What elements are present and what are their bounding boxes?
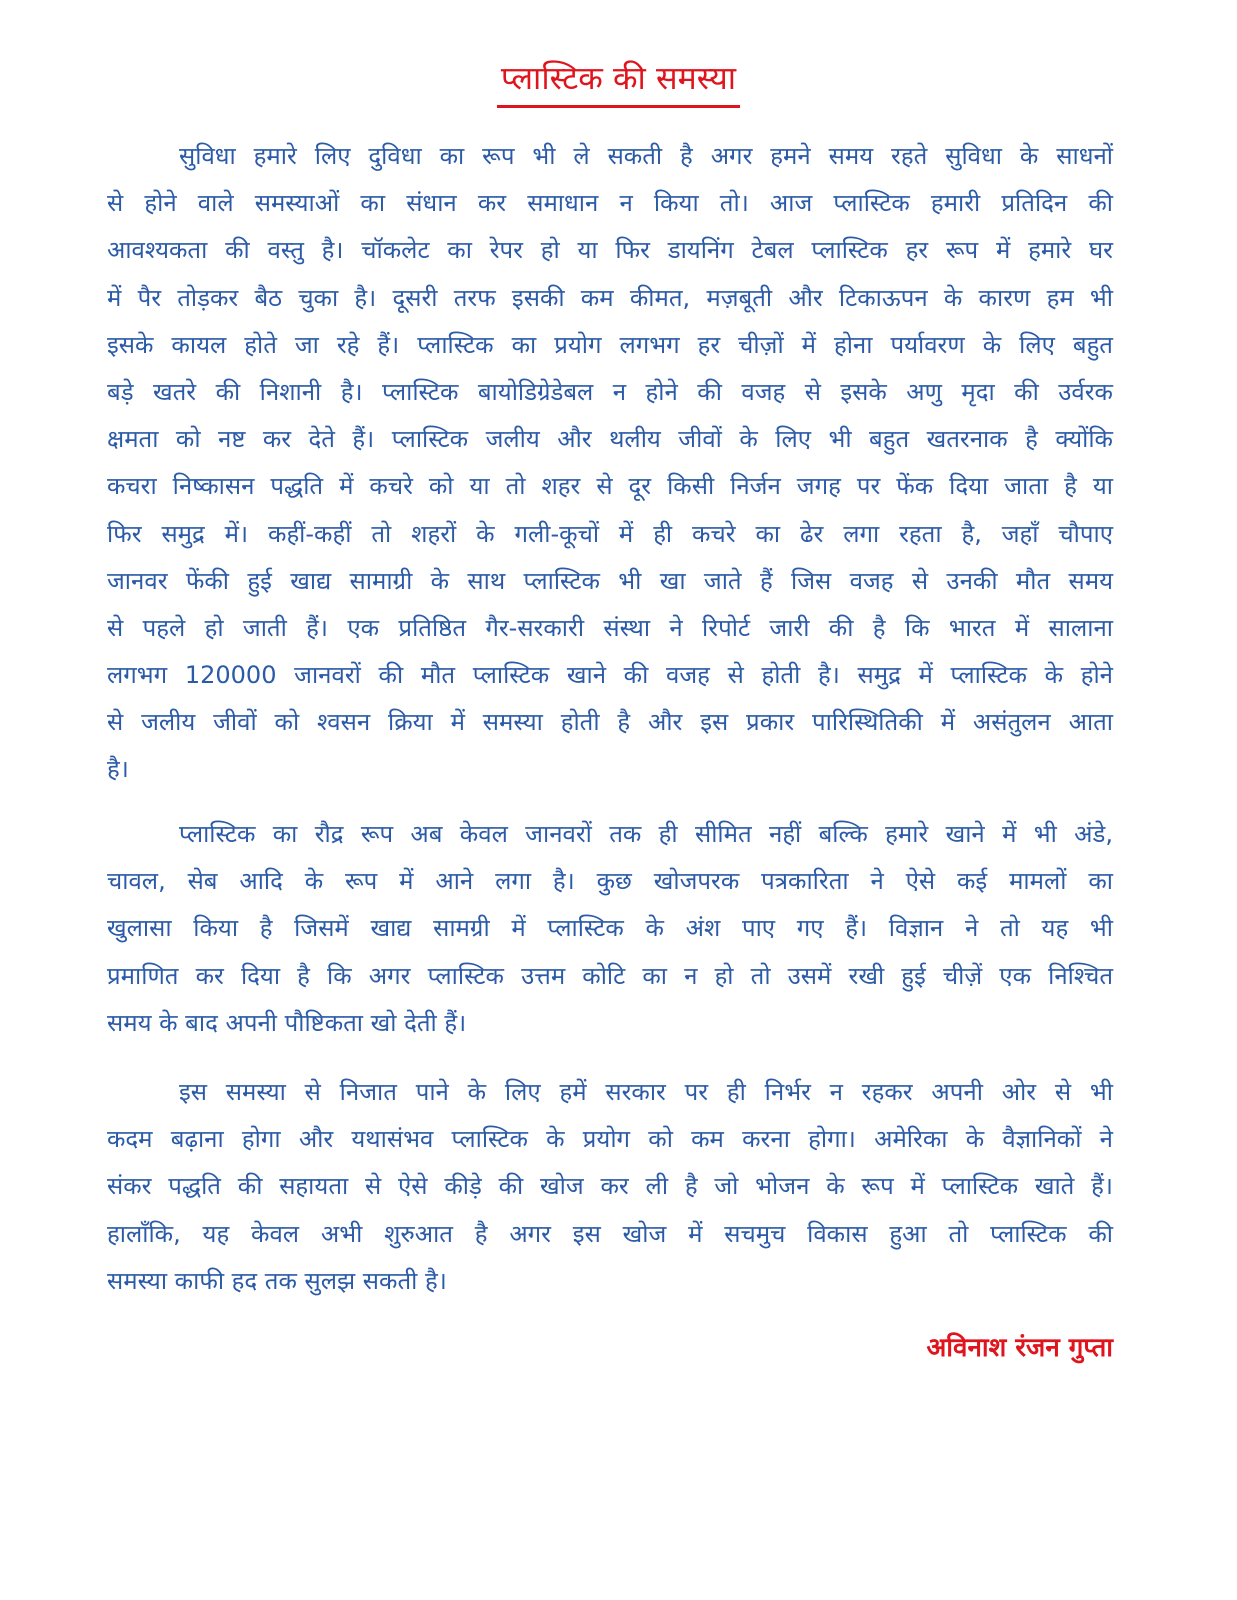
paragraph-line: सुविधा हमारे लिए दुविधा का रूप भी ले सकती है अगर हमने समय रहते सुविधा के साधनों (179, 142, 1113, 170)
paragraph-2 (107, 811, 1113, 1047)
paragraph-line: से होने वाले समस्याओं का संधान कर समाधान न किया तो। आज प्लास्टिक हमारी प्रतिदिन की (107, 189, 1113, 218)
document-title (0, 56, 1237, 108)
paragraph-line: प्लास्टिक का रौद्र रूप अब केवल जानवरों तक ही सीमित नहीं बल्कि हमारे खाने में भी अंडे, (179, 820, 1113, 848)
paragraph-line: है। (107, 755, 129, 784)
paragraph-line: खुलासा किया है जिसमें खाद्य सामग्री में प्लास्टिक के अंश पाए गए हैं। विज्ञान ने तो यह भी (107, 914, 1113, 943)
document-title-text: प्लास्टिक की समस्या (497, 56, 740, 108)
paragraph-line: जानवर फेंकी हुई खाद्य सामाग्री के साथ प्लास्टिक भी खा जाते हैं जिस वजह से उनकी मौत समय (107, 566, 1113, 595)
paragraph-line: लगभग 120000 जानवरों की मौत प्लास्टिक खाने की वजह से होती है। समुद्र में प्लास्टिक के होने (107, 661, 1113, 690)
paragraph-line: में पैर तोड़कर बैठ चुका है। दूसरी तरफ इसकी कम कीमत, मज़बूती और टिकाऊपन के कारण हम भी (107, 283, 1113, 312)
paragraph-line: चावल, सेब आदि के रूप में आने लगा है। कुछ खोजपरक पत्रकारिता ने ऐसे कई मामलों का (107, 867, 1113, 896)
paragraph-line: से पहले हो जाती हैं। एक प्रतिष्ठित गैर-सरकारी संस्था ने रिपोर्ट जारी की है कि भारत में सालाना (107, 613, 1113, 642)
paragraph-line: इसके कायल होते जा रहे हैं। प्लास्टिक का प्रयोग लगभग हर चीज़ों में होना पर्यावरण के लिए बहुत (107, 330, 1113, 359)
paragraph-3 (107, 1069, 1113, 1305)
paragraph-line: बड़े खतरे की निशानी है। प्लास्टिक बायोडिग्रेडेबल न होने की वजह से इसके अणु मृदा की उर्वरक (107, 377, 1113, 406)
paragraph-line: इस समस्या से निजात पाने के लिए हमें सरकार पर ही निर्भर न रहकर अपनी ओर से भी (179, 1078, 1113, 1106)
paragraph-line: आवश्यकता की वस्तु है। चॉकलेट का रेपर हो या फिर डायनिंग टेबल प्लास्टिक हर रूप में हमारे घर (107, 236, 1113, 265)
paragraph-line: कचरा निष्कासन पद्धति में कचरे को या तो शहर से दूर किसी निर्जन जगह पर फेंक दिया जाता है या (107, 472, 1113, 501)
paragraph-line: कदम बढ़ाना होगा और यथासंभव प्लास्टिक के प्रयोग को कम करना होगा। अमेरिका के वैज्ञानिकों ने (107, 1125, 1113, 1154)
author-name: अविनाश रंजन गुप्ता (926, 1333, 1113, 1363)
paragraph-1 (107, 133, 1113, 794)
paragraph-line: समस्या काफी हद तक सुलझ सकती है। (107, 1266, 447, 1295)
paragraph-line: प्रमाणित कर दिया है कि अगर प्लास्टिक उत्तम कोटि का न हो तो उसमें रखी हुई चीज़ें एक निश्चित (107, 961, 1113, 990)
paragraph-line: समय के बाद अपनी पौष्टिकता खो देती हैं। (107, 1008, 467, 1037)
paragraph-line: से जलीय जीवों को श्वसन क्रिया में समस्या होती है और इस प्रकार पारिस्थितिकी में असंतुलन आता (107, 708, 1113, 737)
paragraph-line: फिर समुद्र में। कहीं-कहीं तो शहरों के गली-कूचों में ही कचरे का ढेर लगा रहता है, जहाँ चौपाए (107, 519, 1113, 548)
paragraph-line: संकर पद्धति की सहायता से ऐसे कीड़े की खोज कर ली है जो भोजन के रूप में प्लास्टिक खाते हैं। (107, 1172, 1113, 1201)
paragraph-line: क्षमता को नष्ट कर देते हैं। प्लास्टिक जलीय और थलीय जीवों के लिए भी बहुत खतरनाक है क्योंकि (107, 425, 1113, 454)
paragraph-line: हालाँकि, यह केवल अभी शुरुआत है अगर इस खोज में सचमुच विकास हुआ तो प्लास्टिक की (107, 1219, 1113, 1248)
